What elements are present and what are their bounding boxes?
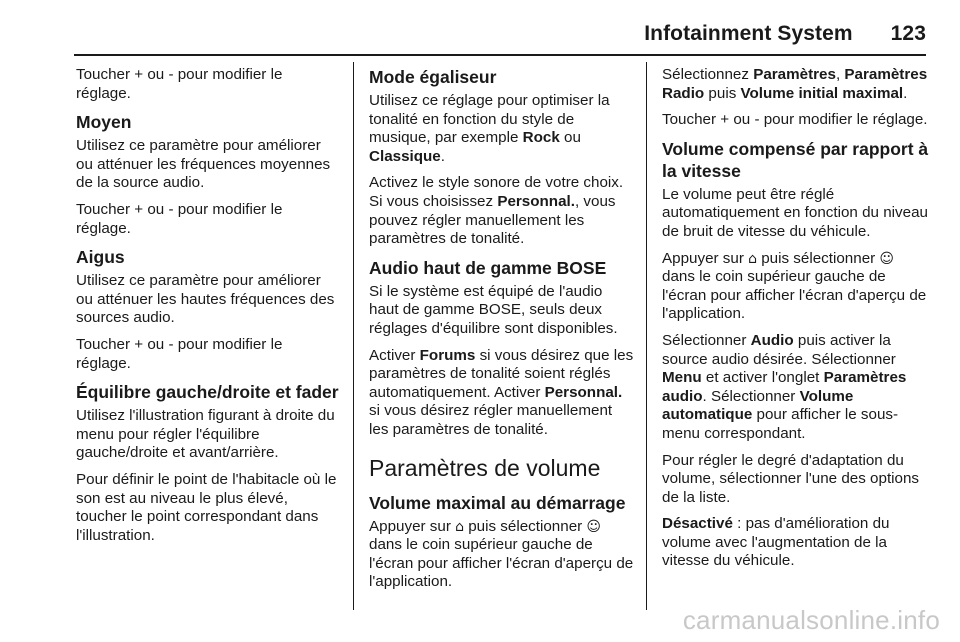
paragraph: Activez le style sonore de votre choix. Si vous choisissez Personnal., vous pouvez régler manuellement les paramètres de tonalité. [369,174,624,248]
paragraph: Toucher + ou - pour modifier le réglage. [76,335,283,372]
home-icon: ⌂ [748,250,757,267]
term-volume-initial-maximal: Volume initial maximal [740,84,904,102]
term-menu: Menu [662,369,702,387]
paragraph: Pour régler le degré d'adaptation du volume, sélectionner l'une des options de la liste. [662,451,920,506]
paragraph: Toucher + ou - pour modifier le réglage. [662,111,928,129]
term-parametres: Paramètres [753,66,836,83]
paragraph: Le volume peut être réglé automatiquement en fonction du niveau de bruit de vitesse du véhicule. [662,185,928,240]
paragraph: Activer Forums si vous désirez que les paramètres de tonalité soient réglés automatiquement. Activer Personnal. si vous désirez régler manuellement les paramètres de tonalité. [369,346,634,438]
paragraph: Utilisez ce réglage pour optimiser la tonalité en fonction du style de musique, par exemple Rock ou Classique. [369,92,610,165]
term-rock: Rock [522,129,560,147]
home-icon: ⌂ [455,518,464,535]
paragraph: Utilisez l'illustration figurant à droite du menu pour régler l'équilibre gauche/droite et avant/arrière. [76,407,335,462]
heading-volume-compense: Volume compensé par rapport à la vitesse [662,138,929,181]
term-parametres-audio: Paramètres audio [662,369,907,405]
header-rule [74,54,926,56]
heading-moyen: Moyen [76,112,132,133]
term-desactive: Désactivé [662,515,733,533]
paragraph: Si le système est équipé de l'audio haut de gamme BOSE, seuls deux réglages d'équilibre sont disponibles. [369,282,618,337]
heading-equilibre: Équilibre gauche/droite et fader [76,382,339,403]
watermark: carmanualsonline.info [682,605,940,635]
apps-icon: ☺ [879,250,895,267]
column-1 [76,66,340,553]
heading-mode-egaliseur: Mode égaliseur [369,67,497,87]
term-personnal: Personnal. [497,192,575,210]
paragraph: Pour définir le point de l'habitacle où le son est au niveau le plus élevé, toucher le point correspondant dans l'illustration. [76,470,337,544]
apps-icon: ☺ [586,518,602,535]
paragraph: Toucher + ou - pour modifier le réglage. [76,66,283,102]
paragraph: Utilisez ce paramètre pour améliorer ou atténuer les fréquences moyennes de la source audio. [76,137,331,192]
paragraph: Sélectionner Audio puis activer la source audio désirée. Sélectionner Menu et activer l'onglet Paramètres audio. Sélectionner Volume automatique pour afficher le sous-menu correspondant. [662,331,907,442]
term-forums: Forums [419,346,476,364]
paragraph: Toucher + ou - pour modifier le réglage. [76,200,283,237]
heading-audio-bose: Audio haut de gamme BOSE [369,257,607,278]
paragraph: Utilisez ce paramètre pour améliorer ou atténuer les hautes fréquences des sources audio. [76,272,335,327]
term-classique: Classique [369,147,441,165]
paragraph: Appuyer sur ⌂ puis sélectionner ☺ dans le coin supérieur gauche de l'écran pour afficher l'écran d'aperçu de l'application. [662,249,927,323]
column-2 [369,66,635,600]
section-title-parametres-volume: Paramètres de volume [369,454,601,481]
term-audio: Audio [750,331,794,349]
page-number: 123 [890,22,926,45]
term-parametres-radio: Paramètres Radio [662,66,928,102]
paragraph: Appuyer sur ⌂ puis sélectionner ☺ dans le coin supérieur gauche de l'écran pour afficher l'écran d'aperçu de l'application. [369,517,634,591]
running-head [644,22,926,46]
page-header-title: Infotainment System [644,22,853,45]
column-divider-2 [646,62,647,610]
term-personnal: Personnal. [544,383,623,401]
paragraph: Désactivé : pas d'amélioration du volume avec l'augmentation de la vitesse du véhicule. [662,515,890,570]
column-3 [662,66,930,579]
paragraph: Sélectionnez Paramètres, Paramètres Radio puis Volume initial maximal. [662,66,928,102]
heading-aigus: Aigus [76,247,125,268]
term-volume-automatique: Volume automatique [662,387,854,424]
heading-volume-maximal: Volume maximal au démarrage [369,492,626,513]
column-divider-1 [353,62,354,610]
